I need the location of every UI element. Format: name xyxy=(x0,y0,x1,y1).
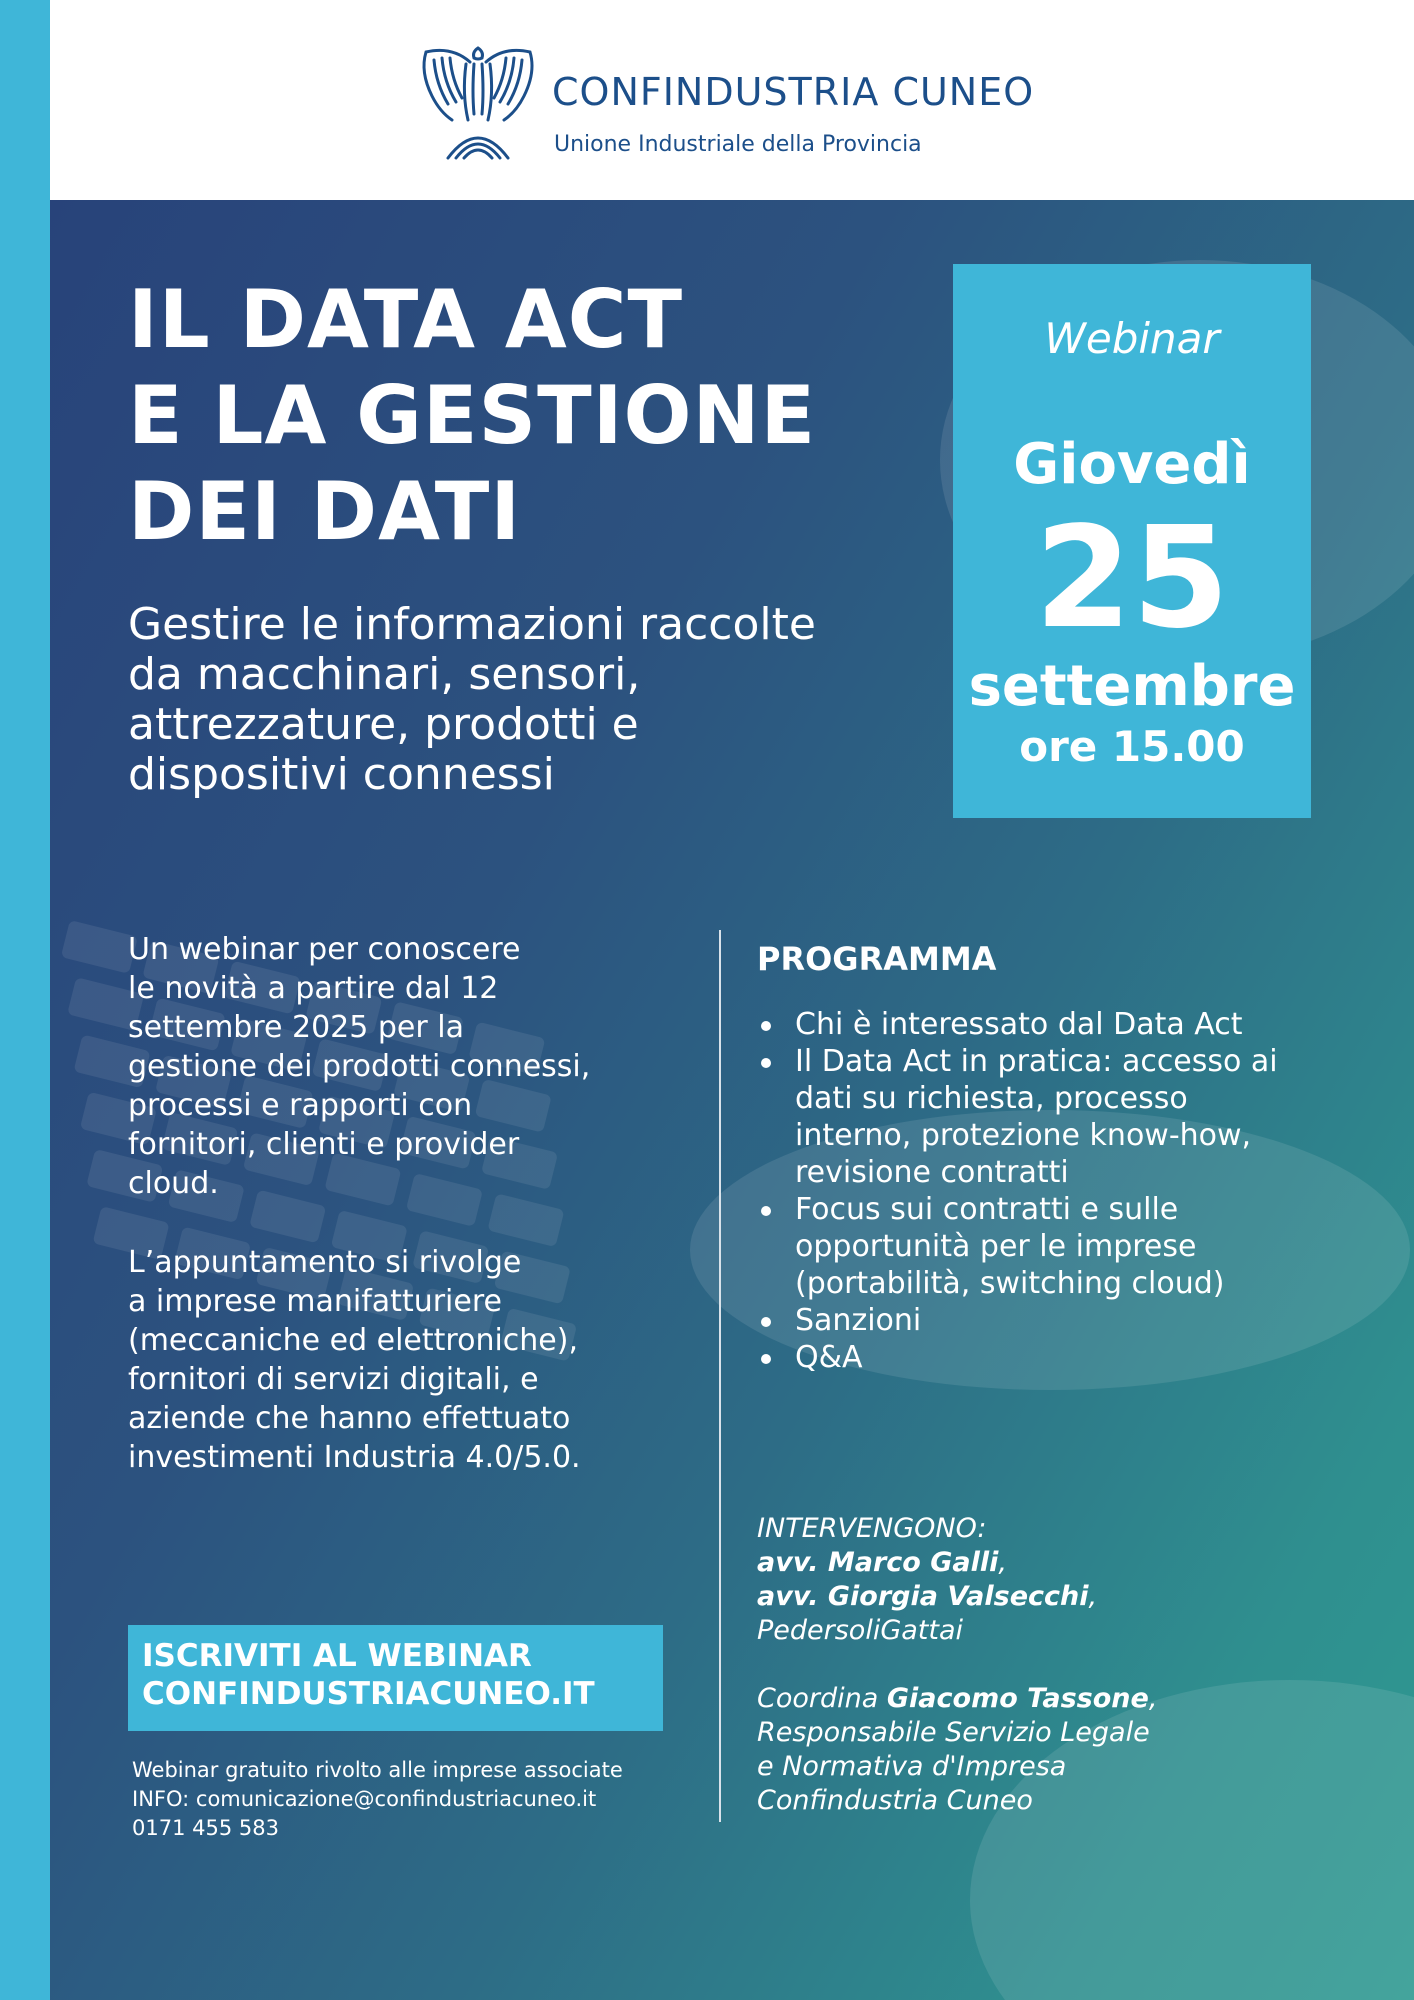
event-format: Webinar xyxy=(1044,314,1220,363)
bullet-icon xyxy=(761,1206,771,1216)
register-button-label: ISCRIVITI AL WEBINAR xyxy=(142,1638,532,1674)
intro-line: aziende che hanno effettuato xyxy=(128,1401,571,1436)
intro-line: settembre 2025 per la xyxy=(128,1010,464,1045)
speakers-label: INTERVENGONO: xyxy=(757,1513,987,1544)
event-time: ore 15.00 xyxy=(1019,722,1245,771)
intro-text xyxy=(128,930,698,1477)
register-button[interactable] xyxy=(128,1625,663,1731)
header xyxy=(50,0,1414,200)
list-item-line: Focus sui contratti e sulle xyxy=(795,1192,1179,1227)
list-item-line: (portabilità, switching cloud) xyxy=(795,1266,1225,1301)
programma-list xyxy=(757,1006,1397,1376)
poster-body xyxy=(50,200,1414,2000)
page-title xyxy=(128,272,816,560)
speaker-line xyxy=(757,1580,1157,1614)
coordinator-line xyxy=(757,1682,1157,1716)
separator: , xyxy=(998,1547,1007,1578)
title-line: E LA GESTIONE xyxy=(128,369,817,462)
title-line: IL DATA ACT xyxy=(128,273,684,366)
bullet-icon xyxy=(761,1021,771,1031)
speakers-block xyxy=(757,1512,1157,1818)
info-block xyxy=(132,1756,623,1843)
event-day: 25 xyxy=(1034,497,1230,660)
list-item xyxy=(757,1339,1397,1376)
bullet-icon xyxy=(761,1058,771,1068)
list-item-line: opportunità per le imprese xyxy=(795,1229,1197,1264)
logo xyxy=(418,40,1118,170)
speaker-firm: PedersoliGattai xyxy=(757,1615,964,1646)
intro-line: gestione dei prodotti connessi, xyxy=(128,1049,591,1084)
list-item-line: Sanzioni xyxy=(795,1303,922,1338)
intro-line: cloud. xyxy=(128,1166,219,1201)
info-email: INFO: comunicazione@confindustriacuneo.it xyxy=(132,1787,597,1811)
speaker-line xyxy=(757,1546,1157,1580)
bullet-icon xyxy=(761,1317,771,1327)
coordinator-role-line: Responsabile Servizio Legale xyxy=(757,1717,1150,1748)
list-item-line: Il Data Act in pratica: accesso ai xyxy=(795,1044,1278,1079)
event-date-box xyxy=(953,264,1311,818)
title-line: DEI DATI xyxy=(128,465,522,558)
coordinator-prefix: Coordina xyxy=(757,1683,887,1714)
side-accent-strip xyxy=(0,0,50,2000)
coordinator-role-line: Confindustria Cuneo xyxy=(757,1785,1033,1816)
list-item-line: Q&A xyxy=(795,1340,863,1375)
event-weekday: Giovedì xyxy=(1013,432,1251,497)
page-subtitle xyxy=(128,600,928,800)
list-item-line: revisione contratti xyxy=(795,1155,1069,1190)
list-item-line: dati su richiesta, processo xyxy=(795,1081,1188,1116)
eagle-emblem-icon xyxy=(418,40,538,164)
event-month: settembre xyxy=(968,654,1296,719)
intro-line: processi e rapporti con xyxy=(128,1088,473,1123)
subtitle-line: Gestire le informazioni raccolte xyxy=(128,599,816,650)
intro-line: L’appuntamento si rivolge xyxy=(128,1245,522,1280)
org-name: CONFINDUSTRIA CUNEO xyxy=(552,70,1035,114)
list-item xyxy=(757,1302,1397,1339)
intro-line: le novità a partire dal 12 xyxy=(128,971,499,1006)
subtitle-line: dispositivi connessi xyxy=(128,749,555,800)
speaker-name: avv. Marco Galli xyxy=(757,1547,999,1578)
intro-line: fornitori, clienti e provider xyxy=(128,1127,520,1162)
intro-line: (meccaniche ed elettroniche), xyxy=(128,1323,578,1358)
intro-line: Un webinar per conoscere xyxy=(128,932,521,967)
separator: , xyxy=(1088,1581,1098,1612)
coordinator-role-line: e Normativa d'Impresa xyxy=(757,1751,1067,1782)
intro-line: investimenti Industria 4.0/5.0. xyxy=(128,1440,581,1475)
list-item-line: interno, protezione know-how, xyxy=(795,1118,1252,1153)
subtitle-line: attrezzature, prodotti e xyxy=(128,699,639,750)
list-item xyxy=(757,1191,1397,1302)
list-item xyxy=(757,1006,1397,1043)
coordinator-name: Giacomo Tassone xyxy=(886,1683,1149,1714)
speaker-name: avv. Giorgia Valsecchi xyxy=(757,1581,1089,1612)
separator: , xyxy=(1148,1683,1158,1714)
org-subtitle: Unione Industriale della Provincia xyxy=(554,132,922,157)
intro-line: fornitori di servizi digitali, e xyxy=(128,1362,539,1397)
info-line: Webinar gratuito rivolto alle imprese associate xyxy=(132,1758,623,1782)
list-item xyxy=(757,1043,1397,1191)
programma-heading: PROGRAMMA xyxy=(757,940,997,978)
column-divider xyxy=(719,930,721,1822)
register-button-url: CONFINDUSTRIACUNEO.IT xyxy=(142,1676,595,1712)
list-item-line: Chi è interessato dal Data Act xyxy=(795,1007,1243,1042)
bullet-icon xyxy=(761,1354,771,1364)
info-phone: 0171 455 583 xyxy=(132,1816,279,1840)
subtitle-line: da macchinari, sensori, xyxy=(128,649,641,700)
intro-line: a imprese manifatturiere xyxy=(128,1284,502,1319)
